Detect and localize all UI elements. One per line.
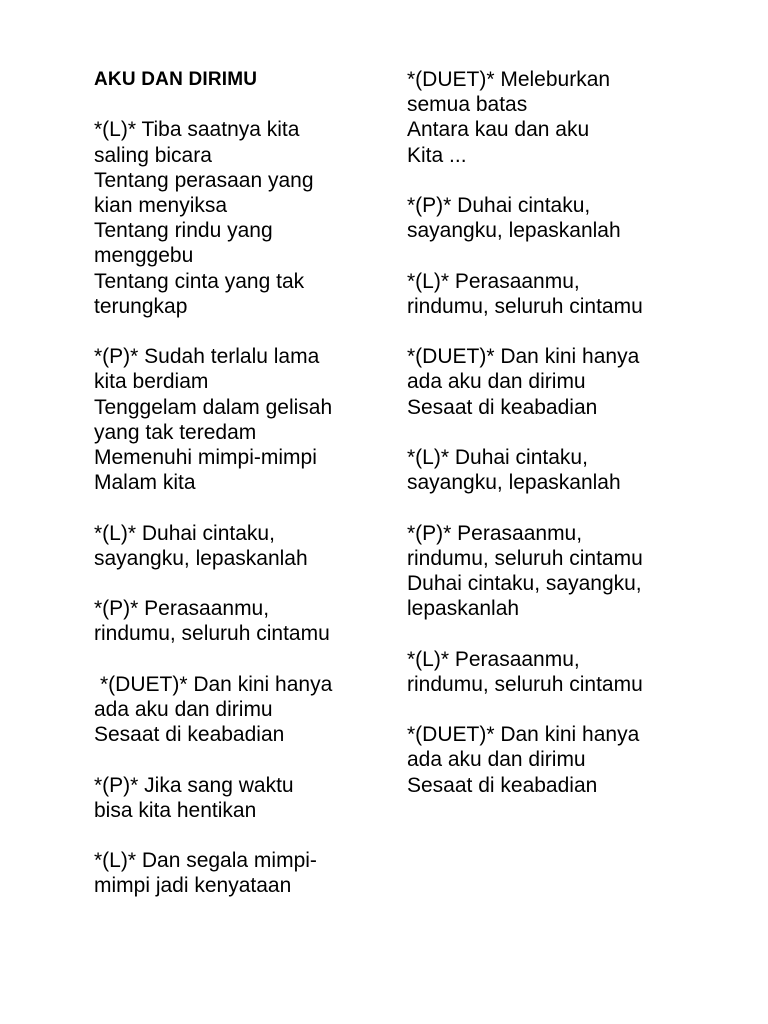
lyric-line: kian menyiksa — [94, 194, 228, 217]
lyric-line: saling bicara — [94, 143, 212, 167]
right-column — [407, 67, 737, 823]
lyric-line: bisa kita hentikan — [94, 798, 257, 822]
lyric-line: mimpi jadi kenyataan — [94, 874, 292, 898]
stanza — [94, 773, 384, 823]
lyric-line: Sesaat di keabadian — [407, 773, 598, 797]
lyric-line: *(DUET)* Dan kini hanya — [407, 345, 640, 369]
stanza — [94, 521, 384, 571]
stanza — [94, 344, 384, 495]
lyric-line: kita berdiam — [94, 370, 209, 394]
lyric-line: semua batas — [407, 93, 528, 117]
lyric-line: yang tak teredam — [94, 420, 257, 444]
song-title: AKU DAN DIRIMU — [94, 69, 258, 90]
stanza — [407, 722, 737, 798]
lyric-line: ada aku dan dirimu — [407, 370, 586, 394]
stanza — [407, 445, 737, 495]
lyric-line: sayangku, lepaskanlah — [94, 546, 308, 570]
stanza — [94, 117, 384, 319]
lyric-line: lepaskanlah — [407, 597, 520, 621]
stanza — [407, 344, 737, 420]
lyric-line: *(DUET)* Meleburkan — [407, 68, 611, 91]
stanza — [407, 193, 737, 243]
lyric-line: rindumu, seluruh cintamu — [407, 294, 643, 318]
lyric-line: Tentang perasaan yang — [94, 168, 314, 192]
stanza — [407, 647, 737, 697]
lyric-line: ada aku dan dirimu — [94, 698, 273, 721]
lyric-line: rindumu, seluruh cintamu — [94, 622, 330, 646]
lyric-line: Malam kita — [94, 471, 196, 495]
lyric-line: *(L)* Perasaanmu, — [407, 269, 580, 293]
lyric-line: *(L)* Duhai cintaku, — [94, 521, 275, 545]
lyric-line: Kita ... — [407, 143, 467, 167]
stanza — [94, 848, 384, 898]
lyric-line: menggebu — [94, 244, 194, 268]
lyric-line: Tentang cinta yang tak — [94, 269, 305, 293]
stanza — [407, 521, 737, 622]
lyric-line: *(P)* Sudah terlalu lama — [94, 345, 320, 369]
lyric-line: *(P)* Duhai cintaku, — [407, 194, 591, 217]
lyric-line: Tenggelam dalam gelisah — [94, 395, 333, 419]
lyric-line: Tentang rindu yang — [94, 219, 273, 243]
lyric-line: *(P)* Jika sang waktu — [94, 773, 294, 797]
lyric-line: rindumu, seluruh cintamu — [407, 672, 643, 696]
stanza — [407, 67, 737, 168]
lyric-line: *(L)* Perasaanmu, — [407, 647, 580, 671]
lyric-line: sayangku, lepaskanlah — [407, 471, 621, 495]
lyric-line: *(P)* Perasaanmu, — [94, 597, 270, 621]
lyric-line: Sesaat di keabadian — [94, 723, 285, 747]
lyric-line: rindumu, seluruh cintamu — [407, 546, 643, 570]
lyric-line: sayangku, lepaskanlah — [407, 219, 621, 243]
lyric-line: *(L)* Dan segala mimpi- — [94, 849, 317, 873]
lyric-line: Sesaat di keabadian — [407, 395, 598, 419]
lyric-line: Memenuhi mimpi-mimpi — [94, 446, 317, 470]
lyric-line: terungkap — [94, 294, 188, 318]
lyric-line: *(L)* Tiba saatnya kita — [94, 118, 300, 142]
lyric-line: Antara kau dan aku — [407, 118, 590, 142]
lyric-line: ada aku dan dirimu — [407, 748, 586, 772]
lyric-line: *(DUET)* Dan kini hanya — [407, 723, 640, 747]
lyric-line: *(L)* Duhai cintaku, — [407, 445, 588, 469]
left-column — [94, 67, 384, 924]
stanza — [407, 269, 737, 319]
lyric-line: *(P)* Perasaanmu, — [407, 521, 583, 545]
lyric-line: *(DUET)* Dan kini hanya — [100, 672, 333, 696]
stanza — [94, 672, 384, 748]
lyric-line: Duhai cintaku, sayangku, — [407, 571, 642, 595]
stanza — [94, 596, 384, 646]
